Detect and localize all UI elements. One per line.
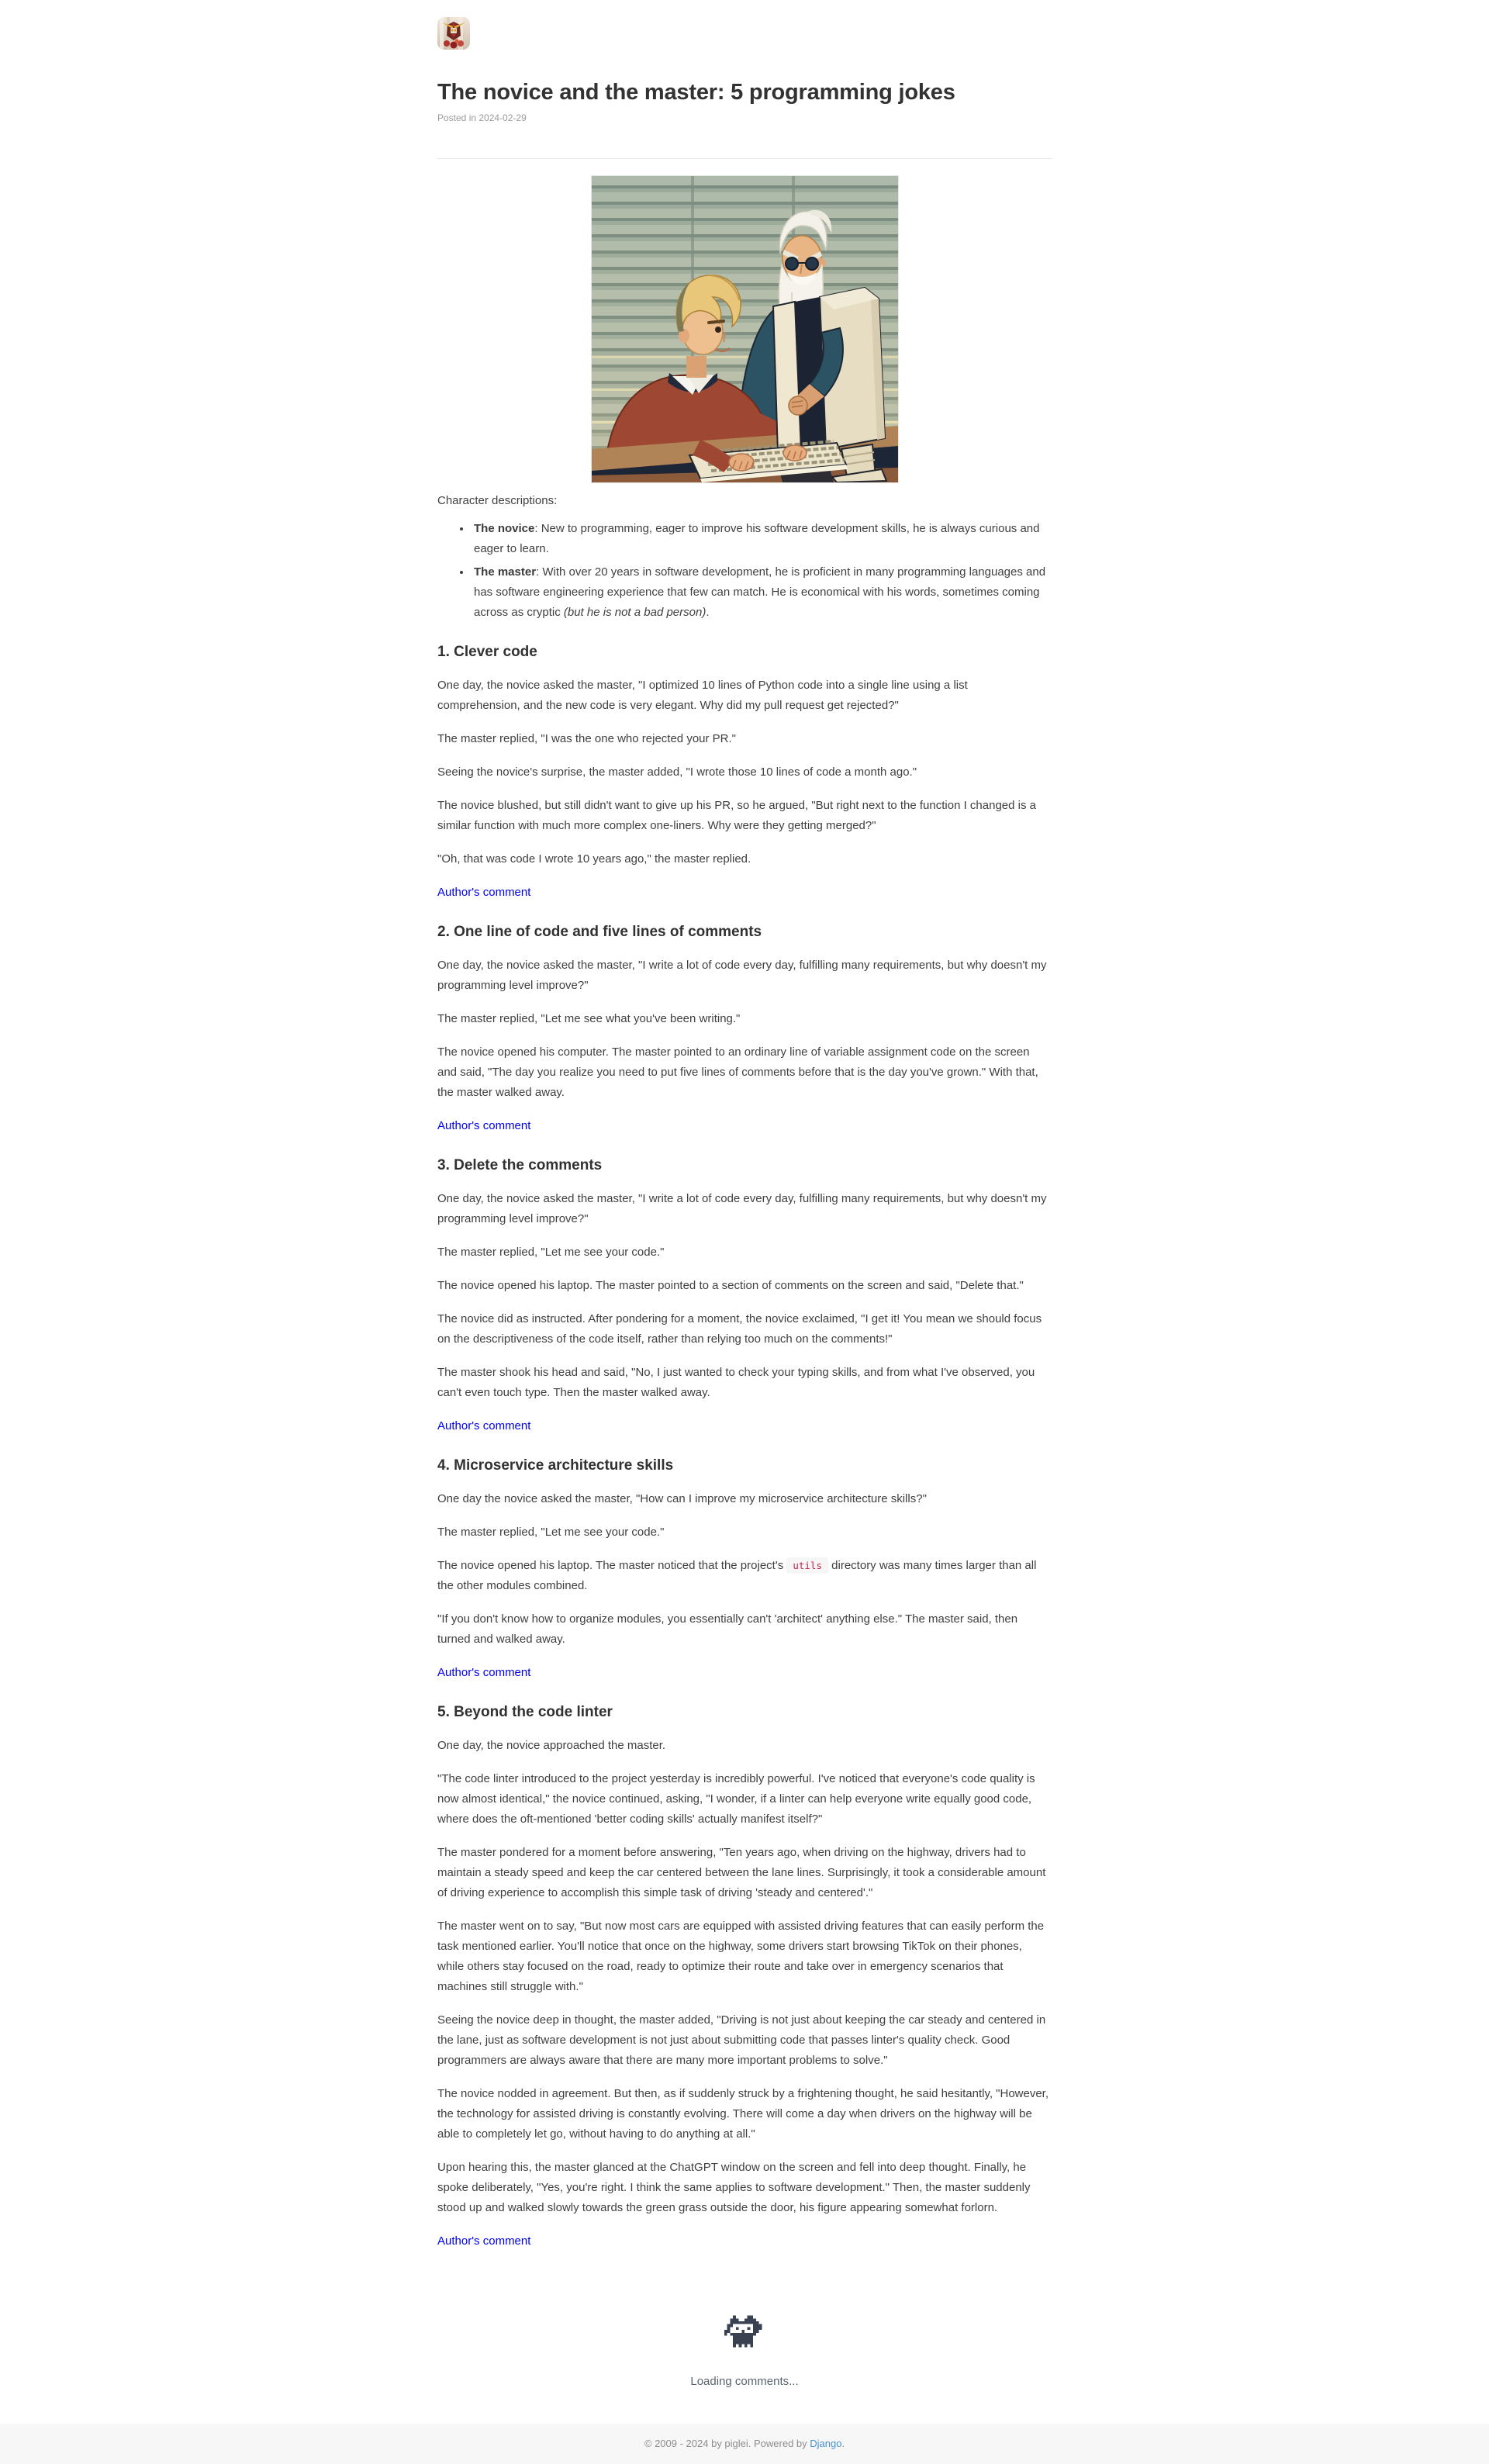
paragraph: The master replied, "Let me see your code." xyxy=(437,1526,665,1539)
post-title: The novice and the master: 5 programming jokes xyxy=(437,80,955,105)
paragraph: One day, the novice asked the master, "I write a lot of code every day, fulfilling many requirements, but why doesn't my programming level improve?" xyxy=(437,1192,1047,1225)
character-item: • The novice: New to programming, eager to improve his software development skills, he is always curious and eager to learn. xyxy=(472,519,1052,559)
section-heading-2: 2. One line of code and five lines of comments xyxy=(437,924,762,940)
author-comment-row xyxy=(437,1416,1052,1436)
character-item: • The master: With over 20 years in software development, he is proficient in many programming languages and has software engineering experience that few can match. He is economical with his words, sometimes coming across as cryptic (but he is not a bad person). xyxy=(472,562,1052,623)
footer xyxy=(0,2424,1489,2464)
authors-comment-link[interactable]: Author's comment xyxy=(437,2234,531,2248)
divider xyxy=(437,158,1052,159)
paragraph: One day, the novice asked the master, "I write a lot of code every day, fulfilling many requirements, but why doesn't my programming level improve?" xyxy=(437,959,1047,992)
novice-and-master-illustration xyxy=(592,176,898,482)
paragraph: One day, the novice asked the master, "I optimized 10 lines of Python code into a single line using a list comprehension, and the new code is very elegant. Why did my pull request get rejected?" xyxy=(437,679,968,712)
paragraph: One day, the novice approached the master. xyxy=(437,1739,666,1752)
paragraph: The novice nodded in agreement. But then, as if suddenly struck by a frightening thought, he said hesitantly, "However, the technology for assisted driving is constantly evolving. There will come a day when drivers on the highway will be able to completely let go, without having to do anything at all." xyxy=(437,2087,1049,2141)
authors-comment-link[interactable]: Author's comment xyxy=(437,1119,531,1132)
authors-comment-link[interactable]: Author's comment xyxy=(437,1419,531,1432)
gundam-avatar-icon xyxy=(437,17,470,50)
paragraph: The master pondered for a moment before answering, "Ten years ago, when driving on the highway, drivers had to maintain a steady speed and keep the car centered between the lane lines. Surprisingly, it took a considerable amount of driving experience to accomplish this simple task of driving 'steady and centered'." xyxy=(437,1846,1046,1899)
footer-period: . xyxy=(841,2438,845,2449)
paragraph: The master replied, "Let me see what you've been writing." xyxy=(437,1012,741,1025)
paragraph: The novice blushed, but still didn't want to give up his PR, so he argued, "But right next to the function I changed is a similar function with much more complex one-liners. Why were they getting merged?" xyxy=(437,799,1036,832)
paragraph: Seeing the novice deep in thought, the master added, "Driving is not just about keeping the car steady and centered in the lane, just as software development is not just about submitting code that passes linter's quality check. Good programmers are always aware that there are many more important problems to solve." xyxy=(437,2013,1046,2067)
post-body xyxy=(437,643,1052,2251)
paragraph: "If you don't know how to organize modules, you essentially can't 'architect' anything else." The master said, then turned and walked away. xyxy=(437,1612,1018,1646)
character-list xyxy=(437,519,1052,623)
paragraph: Upon hearing this, the master glanced at the ChatGPT window on the screen and fell into deep thought. Finally, he spoke deliberately, "Yes, you're right. I think the same applies to software development." Then, the master suddenly stood up and walked slowly towards the green grass outside the door, his figure appearing somewhat forlorn. xyxy=(437,2161,1031,2214)
paragraph: The master replied, "Let me see your code." xyxy=(437,1246,665,1259)
paragraph: The novice opened his laptop. The master pointed to a section of comments on the screen and said, "Delete that." xyxy=(437,1279,1024,1292)
paragraph: The novice opened his computer. The master pointed to an ordinary line of variable assignment code on the screen and said, "The day you realize you need to put five lines of comments before that is the day you've grown." With that, the master walked away. xyxy=(437,1045,1038,1099)
author-comment-row xyxy=(437,2231,1052,2251)
django-link[interactable]: Django xyxy=(810,2438,842,2449)
paragraph: The master replied, "I was the one who rejected your PR." xyxy=(437,732,736,745)
content-column xyxy=(437,0,1052,2424)
section-heading-5: 5. Beyond the code linter xyxy=(437,1704,613,1720)
section-heading-1: 1. Clever code xyxy=(437,644,537,660)
copyright-text: © 2009 - 2024 by piglei. Powered by xyxy=(644,2438,810,2449)
authors-comment-link[interactable]: Author's comment xyxy=(437,1666,531,1679)
section-heading-4: 4. Microservice architecture skills xyxy=(437,1457,674,1474)
comments-section xyxy=(437,2314,1052,2392)
author-comment-row xyxy=(437,1116,1052,1136)
inline-code: utils xyxy=(786,1557,828,1574)
site-logo[interactable] xyxy=(437,17,470,50)
paragraph: Seeing the novice's surprise, the master added, "I wrote those 10 lines of code a month ago." xyxy=(437,765,917,779)
site-header xyxy=(437,17,1052,50)
paragraph: "Oh, that was code I wrote 10 years ago," the master replied. xyxy=(437,852,751,866)
character-descriptions-label: Character descriptions: xyxy=(437,494,558,507)
authors-comment-link[interactable]: Author's comment xyxy=(437,886,531,899)
paragraph: The novice opened his laptop. The master noticed that the project's utils directory was many times larger than all the other modules combined. xyxy=(437,1559,1037,1592)
post-date: Posted in 2024-02-29 xyxy=(437,112,527,123)
section-heading-3: 3. Delete the comments xyxy=(437,1157,603,1173)
author-comment-row xyxy=(437,883,1052,903)
paragraph: One day the novice asked the master, "How can I improve my microservice architecture skills?" xyxy=(437,1492,927,1505)
paragraph: The master went on to say, "But now most cars are equipped with assisted driving features that can easily perform the task mentioned earlier. You'll notice that once on the highway, some drivers start browsing TikTok on their phones, while others stay focused on the road, ready to optimize their route and take over in emergency scenarios that machines still struggle with." xyxy=(437,1920,1045,1993)
loading-cat-icon xyxy=(724,2314,765,2349)
paragraph: The master shook his head and said, "No, I just wanted to check your typing skills, and from what I've observed, you can't even touch type. Then the master walked away. xyxy=(437,1366,1035,1399)
comments-loading-text: Loading comments... xyxy=(690,2375,799,2388)
hero-illustration xyxy=(591,175,899,483)
paragraph: "The code linter introduced to the project yesterday is incredibly powerful. I've noticed that everyone's code quality is now almost identical," the novice continued, asking, "I wonder, if a linter can help everyone write equally good code, where does the oft-mentioned 'better coding skills' actually manifest itself?" xyxy=(437,1772,1035,1826)
paragraph: The novice did as instructed. After pondering for a moment, the novice exclaimed, "I get it! You mean we should focus on the descriptiveness of the code itself, rather than relying too much on the comments!" xyxy=(437,1312,1042,1346)
author-comment-row xyxy=(437,1663,1052,1683)
